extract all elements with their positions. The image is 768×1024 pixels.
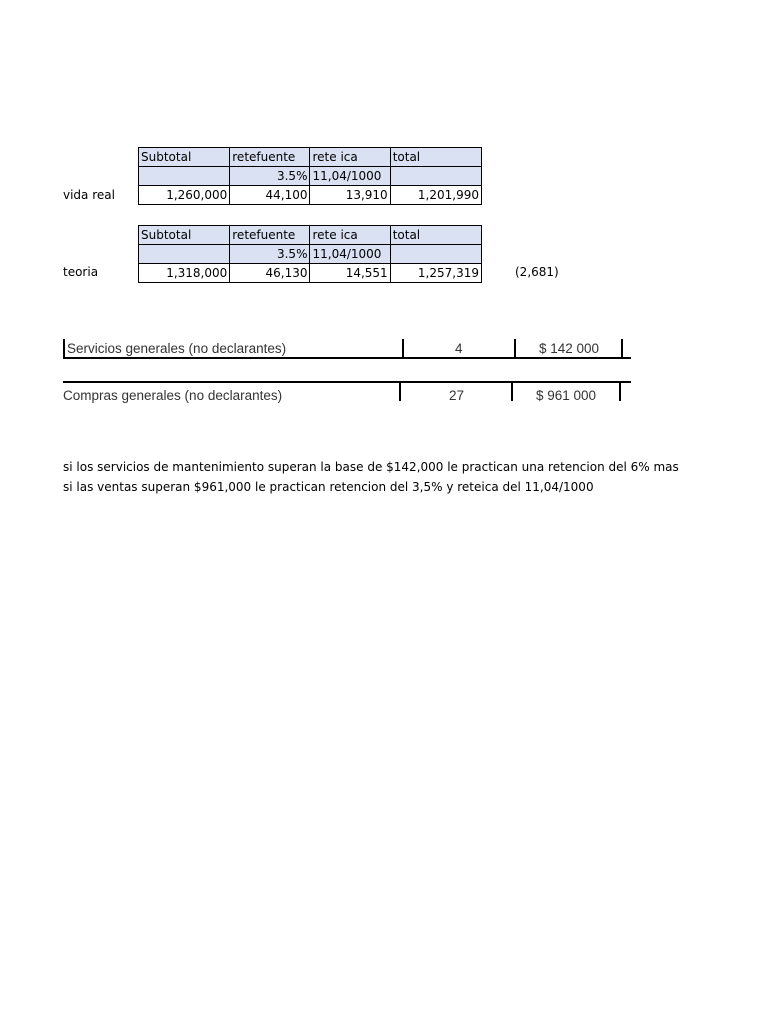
rate-retefuente[interactable]: 3.5%	[230, 245, 310, 264]
rate-row	[139, 245, 482, 264]
teoria-table	[138, 225, 482, 283]
value-row	[139, 186, 482, 205]
divider	[402, 339, 404, 359]
divider	[63, 339, 65, 359]
reference-label: Servicios generales (no declarantes)	[67, 341, 287, 356]
rate-cell-empty[interactable]	[139, 167, 230, 186]
value-rete-ica[interactable]: 13,910	[310, 186, 390, 205]
rate-cell-empty[interactable]	[390, 167, 481, 186]
rate-rete-ica[interactable]: 11,04/1000	[310, 245, 390, 264]
divider	[621, 339, 623, 359]
difference-value[interactable]: (2,681)	[515, 265, 559, 279]
rule-line	[63, 381, 631, 383]
reference-label: Compras generales (no declarantes)	[63, 388, 283, 403]
divider	[619, 381, 621, 401]
reference-uvt: 4	[455, 341, 463, 356]
rate-cell-empty[interactable]	[139, 245, 230, 264]
divider	[514, 339, 516, 359]
reference-uvt: 27	[449, 388, 465, 403]
reference-amount: $ 142 000	[539, 341, 600, 356]
rate-row	[139, 167, 482, 186]
value-total[interactable]: 1,257,319	[390, 264, 481, 283]
value-retefuente[interactable]: 44,100	[230, 186, 310, 205]
header-row	[139, 148, 482, 167]
header-total[interactable]: total	[390, 226, 481, 245]
row-label-teoria: teoria	[63, 265, 99, 279]
header-rete-ica[interactable]: rete ica	[310, 148, 390, 167]
value-subtotal[interactable]: 1,318,000	[139, 264, 230, 283]
rate-cell-empty[interactable]	[390, 245, 481, 264]
rule-line	[63, 357, 631, 359]
value-rete-ica[interactable]: 14,551	[310, 264, 390, 283]
vida-real-table	[138, 147, 482, 205]
header-total[interactable]: total	[390, 148, 481, 167]
note-ventas: si las ventas superan $961,000 le practican retencion del 3,5% y reteica del 11,04/1000	[63, 480, 594, 494]
value-retefuente[interactable]: 46,130	[230, 264, 310, 283]
value-total[interactable]: 1,201,990	[390, 186, 481, 205]
rate-rete-ica[interactable]: 11,04/1000	[310, 167, 390, 186]
value-subtotal[interactable]: 1,260,000	[139, 186, 230, 205]
header-subtotal[interactable]: Subtotal	[139, 226, 230, 245]
header-rete-ica[interactable]: rete ica	[310, 226, 390, 245]
reference-amount: $ 961 000	[536, 388, 597, 403]
reference-row-compras	[63, 380, 631, 404]
reference-row-servicios	[63, 339, 631, 363]
header-retefuente[interactable]: retefuente	[230, 226, 310, 245]
header-subtotal[interactable]: Subtotal	[139, 148, 230, 167]
divider	[511, 381, 513, 401]
value-row	[139, 264, 482, 283]
header-retefuente[interactable]: retefuente	[230, 148, 310, 167]
rate-retefuente[interactable]: 3.5%	[230, 167, 310, 186]
divider	[399, 381, 401, 401]
header-row	[139, 226, 482, 245]
note-servicios: si los servicios de mantenimiento superan la base de $142,000 le practican una retencion del 6% mas	[63, 460, 679, 474]
row-label-vida-real: vida real	[63, 188, 115, 202]
